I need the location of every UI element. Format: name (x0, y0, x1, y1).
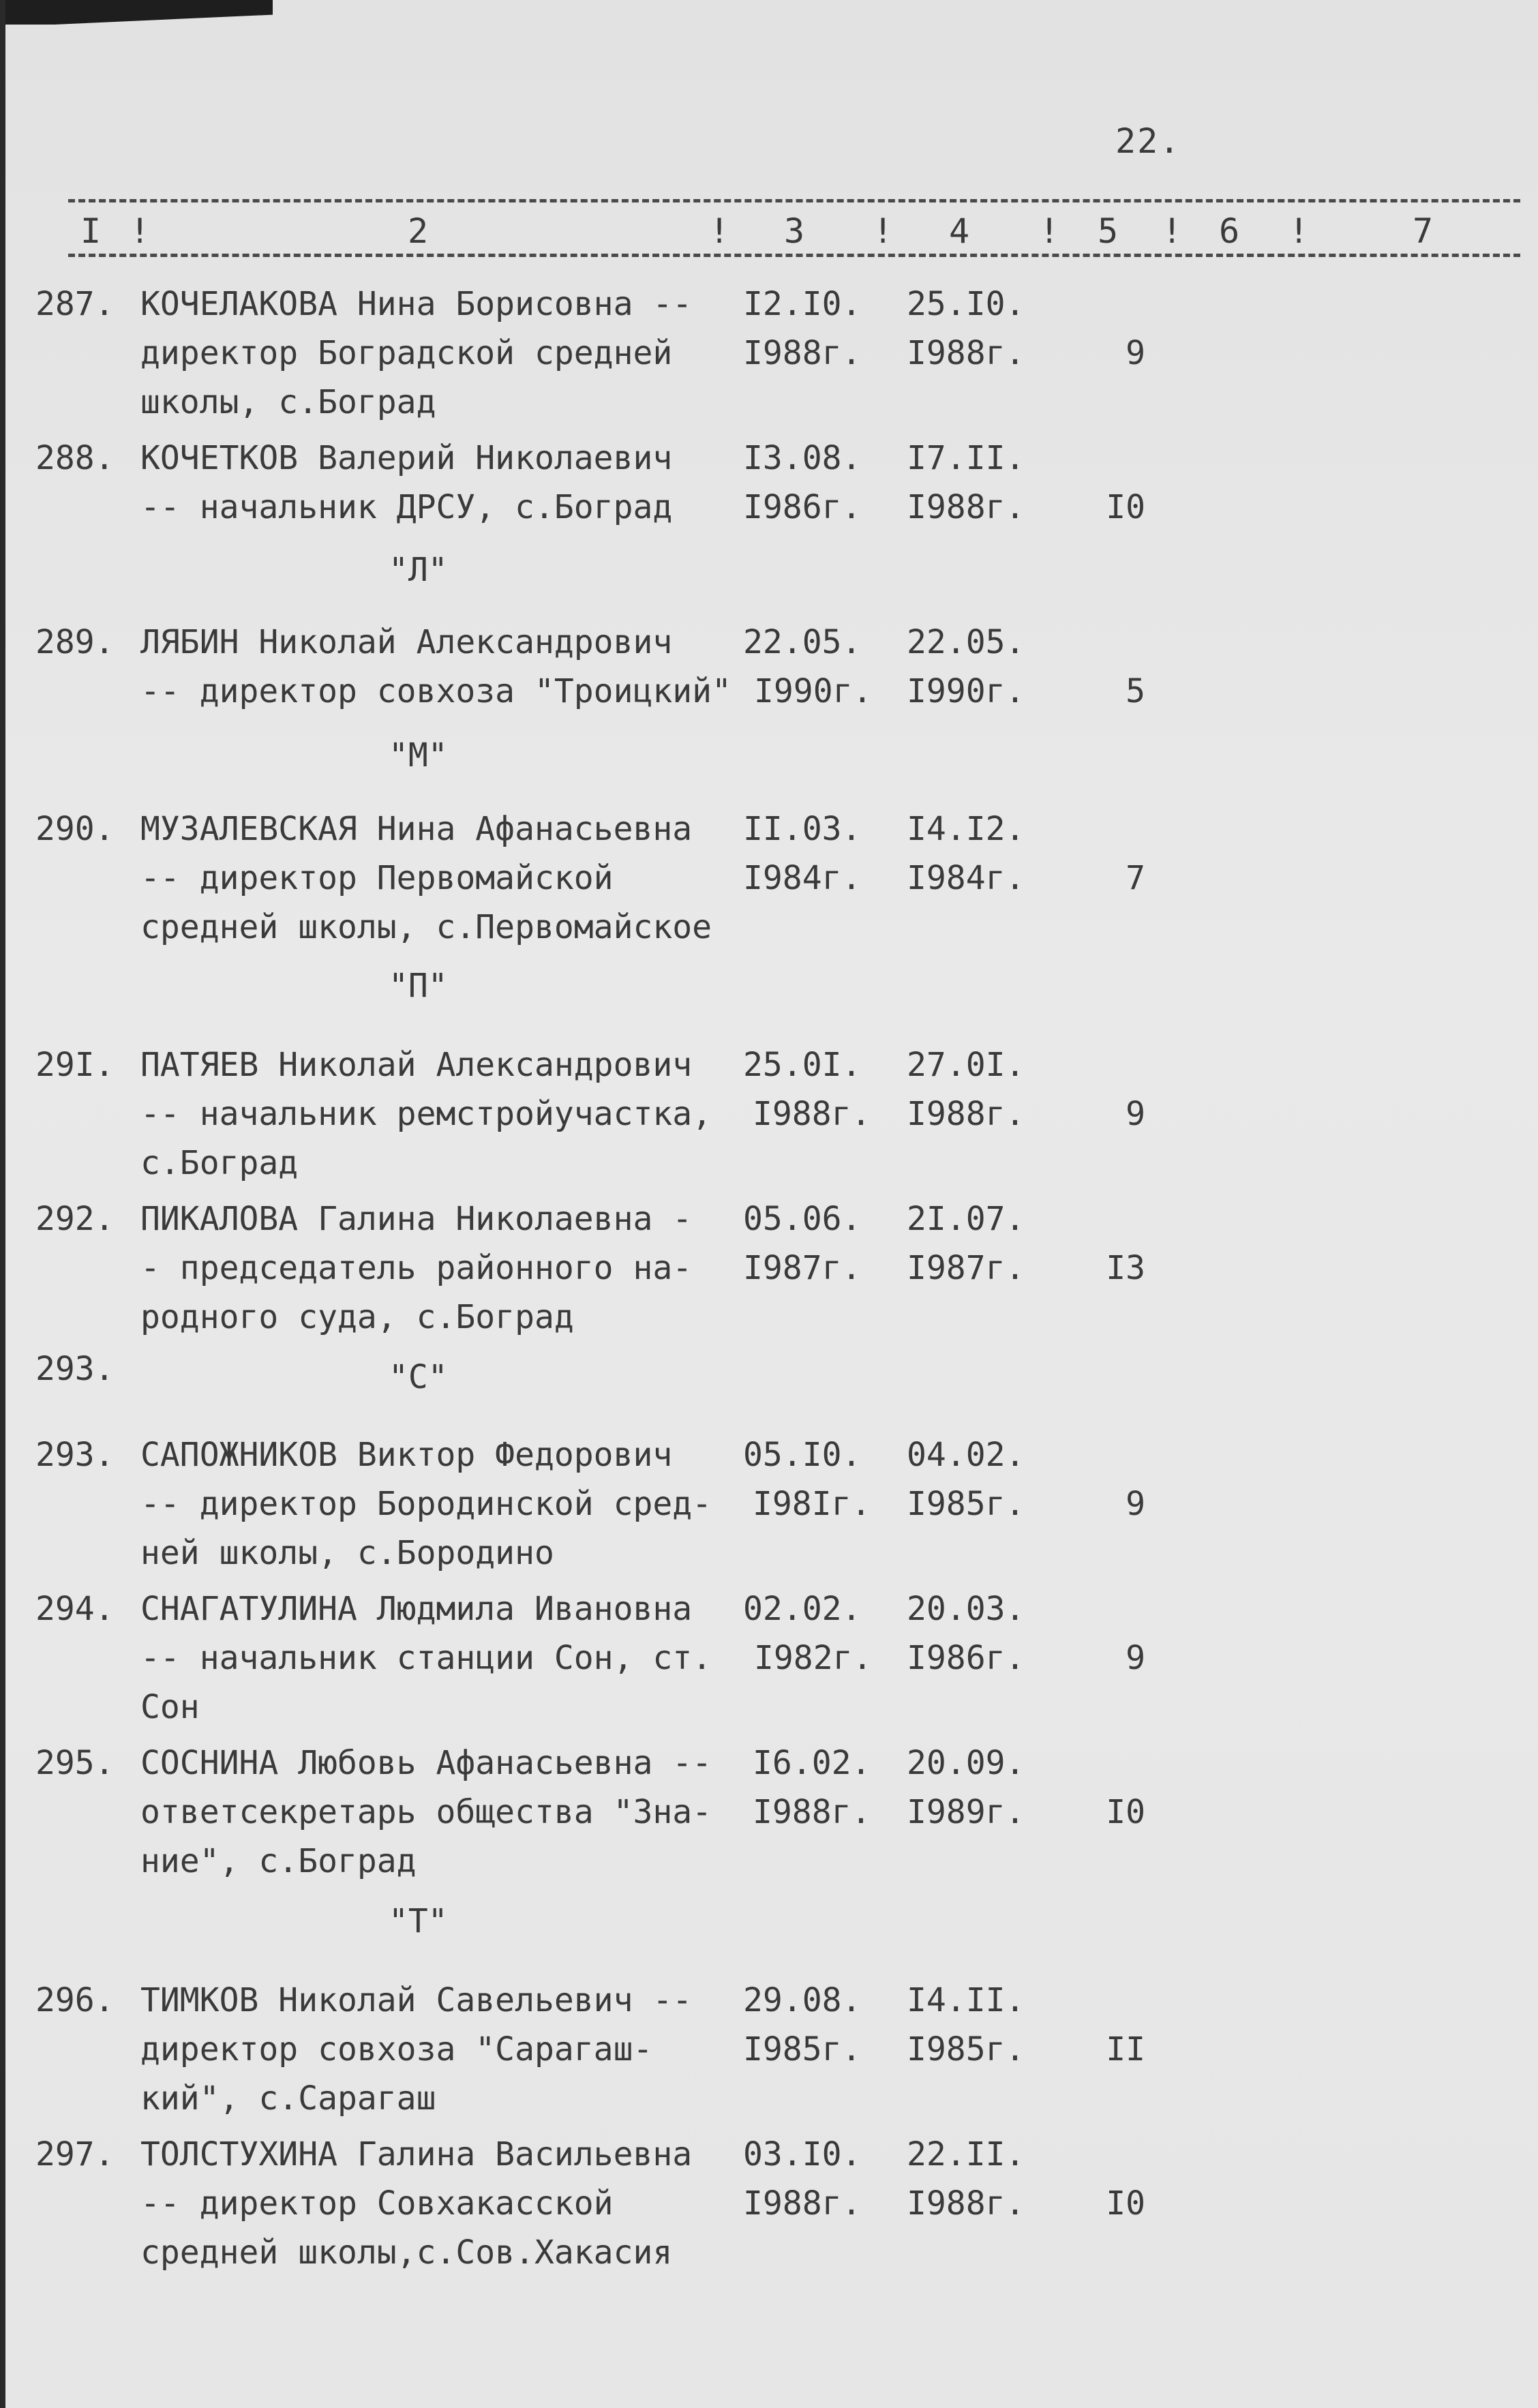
entry-line: -- директор совхоза "Троицкий" (140, 672, 732, 710)
years-count: 9 (1126, 334, 1145, 372)
start-date: 29.08. (743, 1981, 862, 2019)
start-date: I2.I0. (743, 285, 862, 323)
start-year: I98Iг. (753, 1485, 871, 1523)
column-header-2: 2 (408, 211, 429, 251)
entry-number: 288. (35, 439, 115, 477)
entry-line: ЛЯБИН Николай Александрович (140, 623, 673, 661)
section-letter: "С" (389, 1358, 448, 1396)
end-year: I984г. (907, 859, 1025, 897)
start-year: I982г. (754, 1639, 873, 1677)
end-year: I988г. (907, 334, 1025, 372)
entry-line: КОЧЕЛАКОВА Нина Борисовна -- (140, 285, 693, 323)
entry-line: директор совхоза "Сарагаш- (140, 2030, 653, 2068)
entry-line: -- начальник ДРСУ, с.Боград (140, 488, 673, 526)
end-year: I988г. (907, 1095, 1025, 1133)
entry-line: -- начальник ремстройучастка, (140, 1095, 712, 1133)
end-date: 20.09. (907, 1744, 1025, 1782)
years-count: I0 (1106, 488, 1145, 526)
years-count: 9 (1126, 1485, 1145, 1523)
entry-number: 287. (35, 285, 115, 323)
end-date: 2I.07. (907, 1200, 1025, 1238)
entry-line: Сон (140, 1688, 200, 1726)
start-year: I988г. (743, 2184, 862, 2223)
start-date: I6.02. (753, 1744, 871, 1782)
entry-number: 292. (35, 1200, 115, 1238)
column-separator: ! (709, 211, 730, 251)
entry-line: -- начальник станции Сон, ст. (140, 1639, 712, 1677)
start-date: 03.I0. (743, 2135, 862, 2173)
entry-line: САПОЖНИКОВ Виктор Федорович (140, 1436, 673, 1474)
entry-number: 293. (35, 1436, 115, 1474)
column-header-3: 3 (784, 211, 805, 251)
entry-line: кий", с.Сарагаш (140, 2079, 436, 2118)
years-count: I0 (1106, 1793, 1145, 1831)
entry-line: ответсекретарь общества "Зна- (140, 1793, 712, 1831)
entry-line: ПАТЯЕВ Николай Александрович (140, 1046, 693, 1084)
entry-line: ТИМКОВ Николай Савельевич -- (140, 1981, 693, 2019)
start-year: I988г. (753, 1095, 871, 1133)
entry-number: 296. (35, 1981, 115, 2019)
entry-line: школы, с.Боград (140, 383, 436, 421)
page-number: 22. (1115, 121, 1181, 161)
end-date: 04.02. (907, 1436, 1025, 1474)
entry-line: с.Боград (140, 1144, 299, 1182)
end-year: I985г. (907, 1485, 1025, 1523)
end-year: I988г. (907, 488, 1025, 526)
column-header-6: 6 (1219, 211, 1240, 251)
years-count: 5 (1126, 672, 1145, 710)
entry-line: -- директор Бородинской сред- (140, 1485, 712, 1523)
entry-line: МУЗАЛЕВСКАЯ Нина Афанасьевна (140, 810, 693, 848)
start-year: I988г. (743, 334, 862, 372)
end-year: I989г. (907, 1793, 1025, 1831)
section-letter: "Т" (389, 1902, 448, 1940)
entry-number: 289. (35, 623, 115, 661)
start-date: II.03. (743, 810, 862, 848)
end-date: 22.II. (907, 2135, 1025, 2173)
entry-line: -- директор Совхакасской (140, 2184, 614, 2223)
start-date: 25.0I. (743, 1046, 862, 1084)
column-header-7: 7 (1413, 211, 1434, 251)
end-year: I986г. (907, 1639, 1025, 1677)
entry-line: КОЧЕТКОВ Валерий Николаевич (140, 439, 673, 477)
start-year: I987г. (743, 1249, 862, 1287)
end-year: I990г. (907, 672, 1025, 710)
section-letter: "Л" (389, 551, 448, 589)
start-date: 05.I0. (743, 1436, 862, 1474)
end-date: 27.0I. (907, 1046, 1025, 1084)
column-separator: ! (1162, 211, 1183, 251)
end-date: 25.I0. (907, 285, 1025, 323)
entry-number: 294. (35, 1590, 115, 1628)
entry-line: ТОЛСТУХИНА Галина Васильевна (140, 2135, 693, 2173)
entry-line: средней школы, с.Первомайское (140, 908, 712, 946)
end-year: I985г. (907, 2030, 1025, 2068)
entry-line: директор Боградской средней (140, 334, 673, 372)
entry-number: 29I. (35, 1046, 115, 1084)
years-count: 7 (1126, 859, 1145, 897)
years-count: I3 (1106, 1249, 1145, 1287)
entry-line: ней школы, с.Бородино (140, 1534, 554, 1572)
column-header-1: I (80, 211, 102, 251)
column-separator: ! (130, 211, 151, 251)
orphan-entry-number: 293. (35, 1350, 115, 1388)
end-date: I4.II. (907, 1981, 1025, 2019)
end-year: I988г. (907, 2184, 1025, 2223)
scan-edge-left (0, 0, 5, 2408)
entry-line: средней школы,с.Сов.Хакасия (140, 2233, 673, 2272)
years-count: I0 (1106, 2184, 1145, 2223)
start-year: I990г. (754, 672, 873, 710)
scan-edge-top (0, 0, 273, 25)
start-date: 02.02. (743, 1590, 862, 1628)
column-header-4: 4 (949, 211, 970, 251)
entry-line: родного суда, с.Боград (140, 1298, 574, 1336)
column-header-5: 5 (1098, 211, 1119, 251)
entry-line: ние", с.Боград (140, 1842, 417, 1880)
start-date: 05.06. (743, 1200, 862, 1238)
start-year: I986г. (743, 488, 862, 526)
column-separator: ! (1039, 211, 1060, 251)
header-rule-bottom (68, 254, 1520, 257)
end-year: I987г. (907, 1249, 1025, 1287)
start-date: 22.05. (743, 623, 862, 661)
entry-line: СНАГАТУЛИНА Людмила Ивановна (140, 1590, 693, 1628)
start-year: I984г. (743, 859, 862, 897)
entry-line: - председатель районного на- (140, 1249, 693, 1287)
column-separator: ! (873, 211, 894, 251)
end-date: 20.03. (907, 1590, 1025, 1628)
column-separator: ! (1288, 211, 1310, 251)
end-date: I7.II. (907, 439, 1025, 477)
header-rule-top (68, 199, 1520, 202)
start-date: I3.08. (743, 439, 862, 477)
entry-line: ПИКАЛОВА Галина Николаевна - (140, 1200, 693, 1238)
section-letter: "П" (389, 967, 448, 1005)
section-letter: "М" (389, 736, 448, 774)
start-year: I985г. (743, 2030, 862, 2068)
entry-line: -- директор Первомайской (140, 859, 614, 897)
entry-number: 295. (35, 1744, 115, 1782)
entry-number: 297. (35, 2135, 115, 2173)
years-count: 9 (1126, 1095, 1145, 1133)
end-date: I4.I2. (907, 810, 1025, 848)
entry-number: 290. (35, 810, 115, 848)
years-count: 9 (1126, 1639, 1145, 1677)
years-count: II (1106, 2030, 1145, 2068)
entry-line: СОСНИНА Любовь Афанасьевна -- (140, 1744, 712, 1782)
start-year: I988г. (753, 1793, 871, 1831)
end-date: 22.05. (907, 623, 1025, 661)
